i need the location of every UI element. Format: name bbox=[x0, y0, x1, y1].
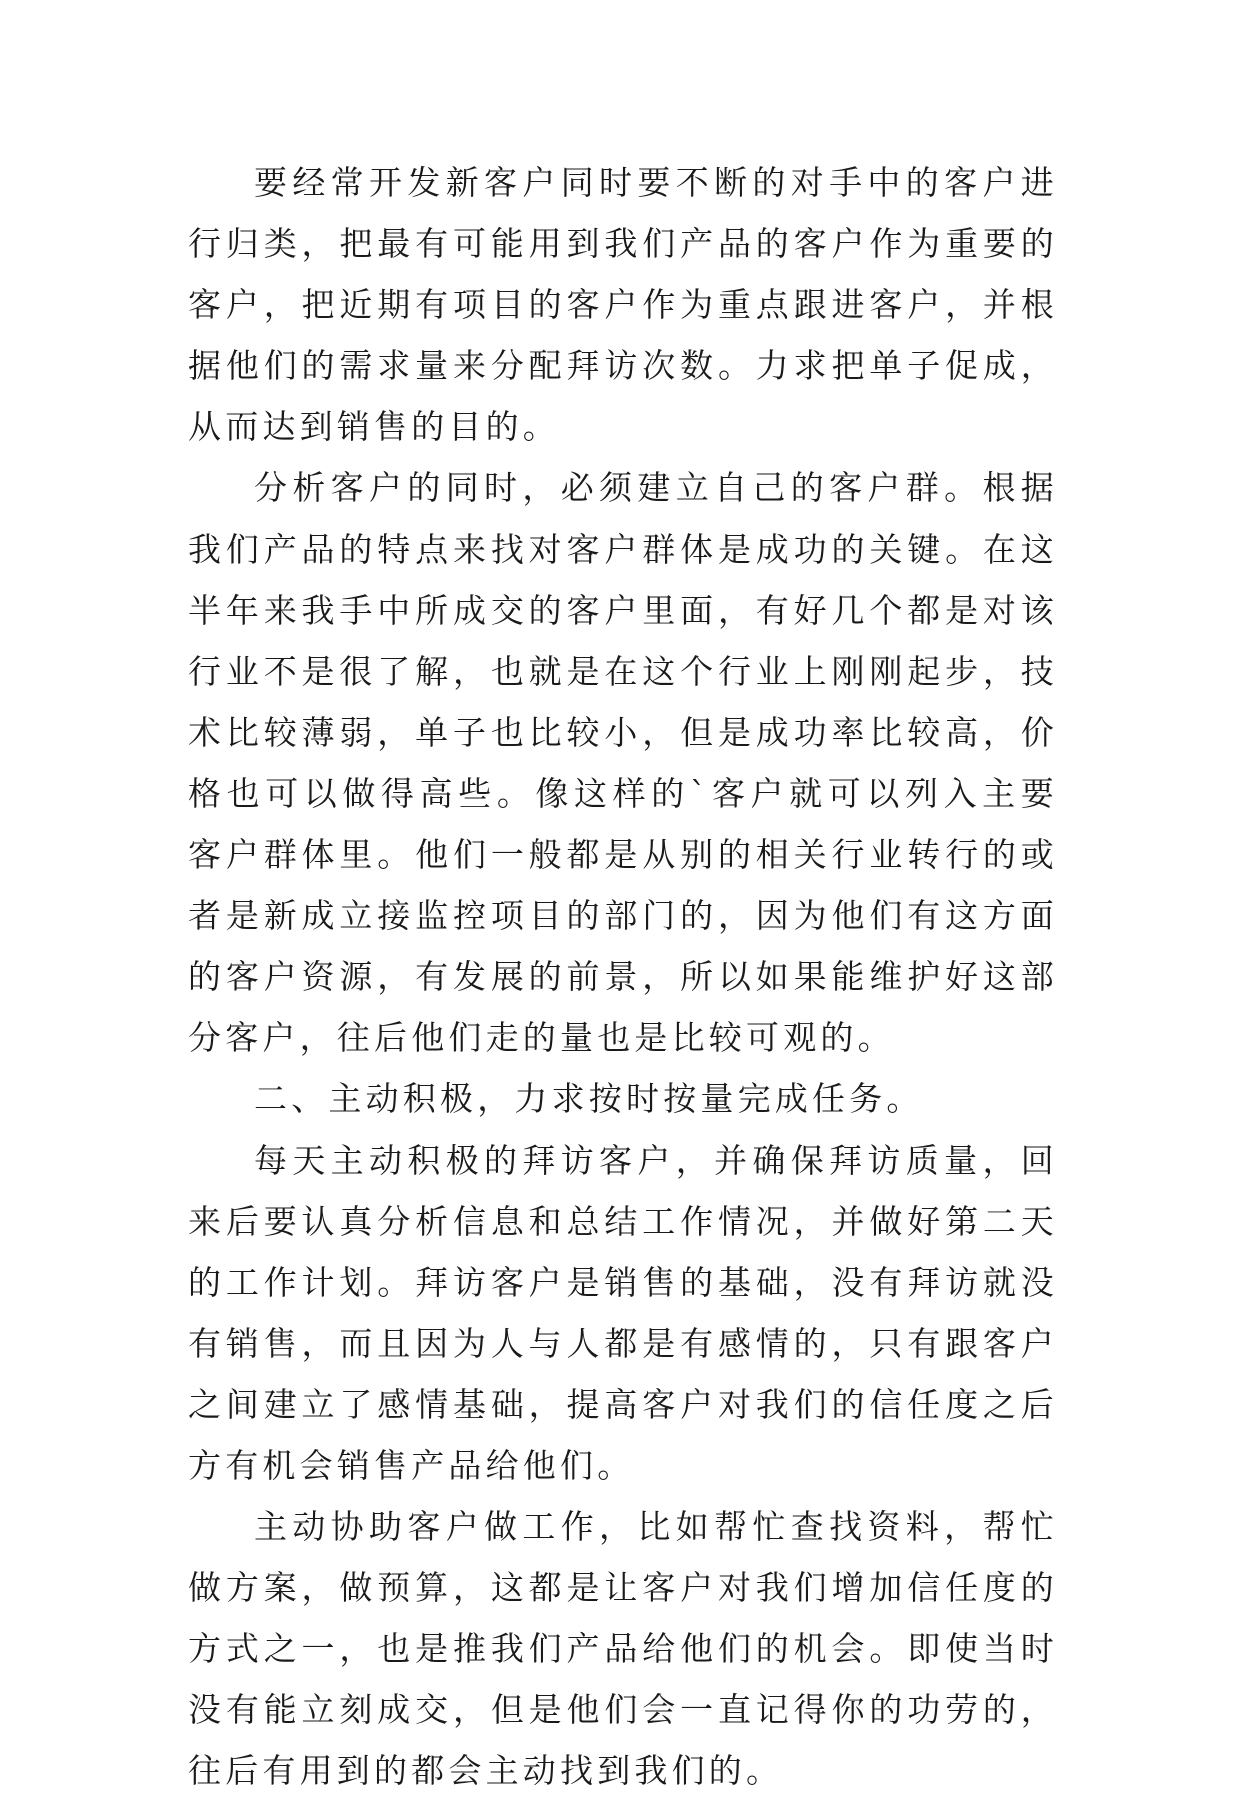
section-heading-proactive: 二、主动积极，力求按时按量完成任务。 bbox=[254, 1079, 924, 1119]
paragraph-new-customers: 要经常开发新客户同时要不断的对手中的客户进行归类，把最有可能用到我们产品的客户作为重要的客户，把近期有项目的客户作为重点跟进客户，并根据他们的需求量来分配拜访次数。力求把单子促成，从而达到销售的目的。 bbox=[188, 163, 1058, 447]
paragraph-customer-groups: 分析客户的同时，必须建立自己的客户群。根据我们产品的特点来找对客户群体是成功的关键。在这半年来我手中所成交的客户里面，有好几个都是对该行业不是很了解，也就是在这个行业上刚刚起步，技术比较薄弱，单子也比较小，但是成功率比较高，价格也可以做得高些。像这样的`客户就可以列入主要客户群体里。他们一般都是从别的相关行业转行的或者是新成立接监控项目的部门的，因为他们有这方面的客户资源，有发展的前景，所以如果能维护好这部分客户，往后他们走的量也是比较可观的。 bbox=[188, 468, 1058, 1058]
paragraph-daily-visits: 每天主动积极的拜访客户，并确保拜访质量，回来后要认真分析信息和总结工作情况，并做好第二天的工作计划。拜访客户是销售的基础，没有拜访就没有销售，而且因为人与人都是有感情的，只有跟客户之间建立了感情基础，提高客户对我们的信任度之后方有机会销售产品给他们。 bbox=[188, 1140, 1058, 1485]
document-body bbox=[188, 152, 1058, 1802]
paragraph-assist-customers: 主动协助客户做工作，比如帮忙查找资料，帮忙做方案，做预算，这都是让客户对我们增加信任度的方式之一，也是推我们产品给他们的机会。即使当时没有能立刻成交，但是他们会一直记得你的功劳的，往后有用到的都会主动找到我们的。 bbox=[188, 1507, 1058, 1791]
